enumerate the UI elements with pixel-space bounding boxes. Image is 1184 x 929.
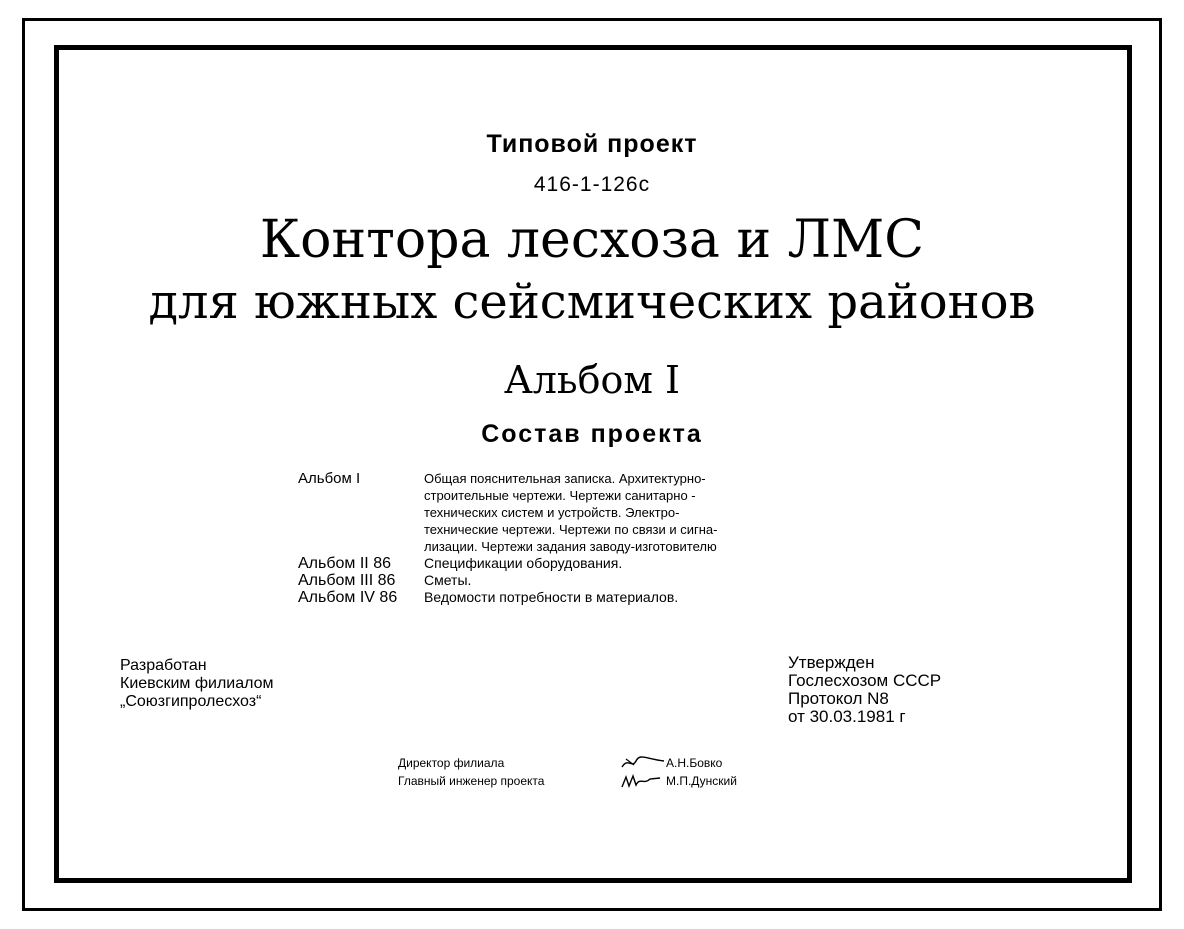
project-code: 416-1-126с — [533, 173, 651, 196]
signature-name: М.П.Дунский — [666, 774, 737, 788]
signature-role: Директор филиала — [398, 756, 505, 770]
album-label: Альбом II 86 — [298, 555, 391, 572]
developed-line: Киевским филиалом — [120, 675, 274, 692]
album-label: Альбом I — [298, 470, 361, 487]
album-description — [424, 470, 844, 555]
signatures-block — [398, 754, 737, 790]
approved-line: Гослесхозом СССР — [788, 671, 942, 690]
album-title: Альбом I — [503, 358, 680, 402]
title-line-1: Контора лесхоза и ЛМС — [259, 210, 925, 270]
developed-line: „Союзгипролесхоз“ — [120, 693, 262, 710]
developed-line: Разработан — [120, 657, 207, 674]
signature-row — [398, 754, 737, 772]
description-line: строительные чертежи. Чертежи санитарно - — [424, 488, 696, 503]
approved-by-block — [788, 654, 941, 726]
developed-by-block — [120, 657, 274, 711]
list-item — [298, 572, 844, 589]
album-label: Альбом III 86 — [298, 572, 396, 589]
description-line: Общая пояснительная записка. Архитектурно- — [424, 471, 706, 486]
handwritten-signature — [620, 755, 666, 771]
list-item — [298, 589, 844, 606]
composition-heading: Состав проекта — [481, 420, 703, 448]
album-description: Ведомости потребности в материалов. — [424, 589, 679, 605]
signature-row — [398, 772, 737, 790]
approved-line: от 30.03.1981 г — [788, 707, 906, 726]
description-line: технические чертежи. Чертежи по связи и сигна- — [424, 522, 718, 537]
approved-line: Протокол N8 — [788, 689, 889, 708]
album-description: Сметы. — [424, 572, 472, 588]
signature-role: Главный инженер проекта — [398, 774, 545, 788]
list-item — [298, 470, 844, 555]
description-line: технических систем и устройств. Электро- — [424, 505, 680, 520]
list-item — [298, 555, 844, 572]
handwritten-signature — [620, 773, 666, 789]
composition-list — [298, 470, 844, 606]
signature-name: А.Н.Бовко — [666, 756, 723, 770]
album-label: Альбом IV 86 — [298, 589, 398, 606]
description-line: лизации. Чертежи задания заводу-изготовителю — [424, 539, 717, 554]
album-description: Спецификации оборудования. — [424, 555, 623, 571]
title-line-2: для южных сейсмических районов — [148, 274, 1036, 330]
approved-line: Утвержден — [788, 653, 875, 672]
series-heading: Типовой проект — [486, 130, 698, 158]
